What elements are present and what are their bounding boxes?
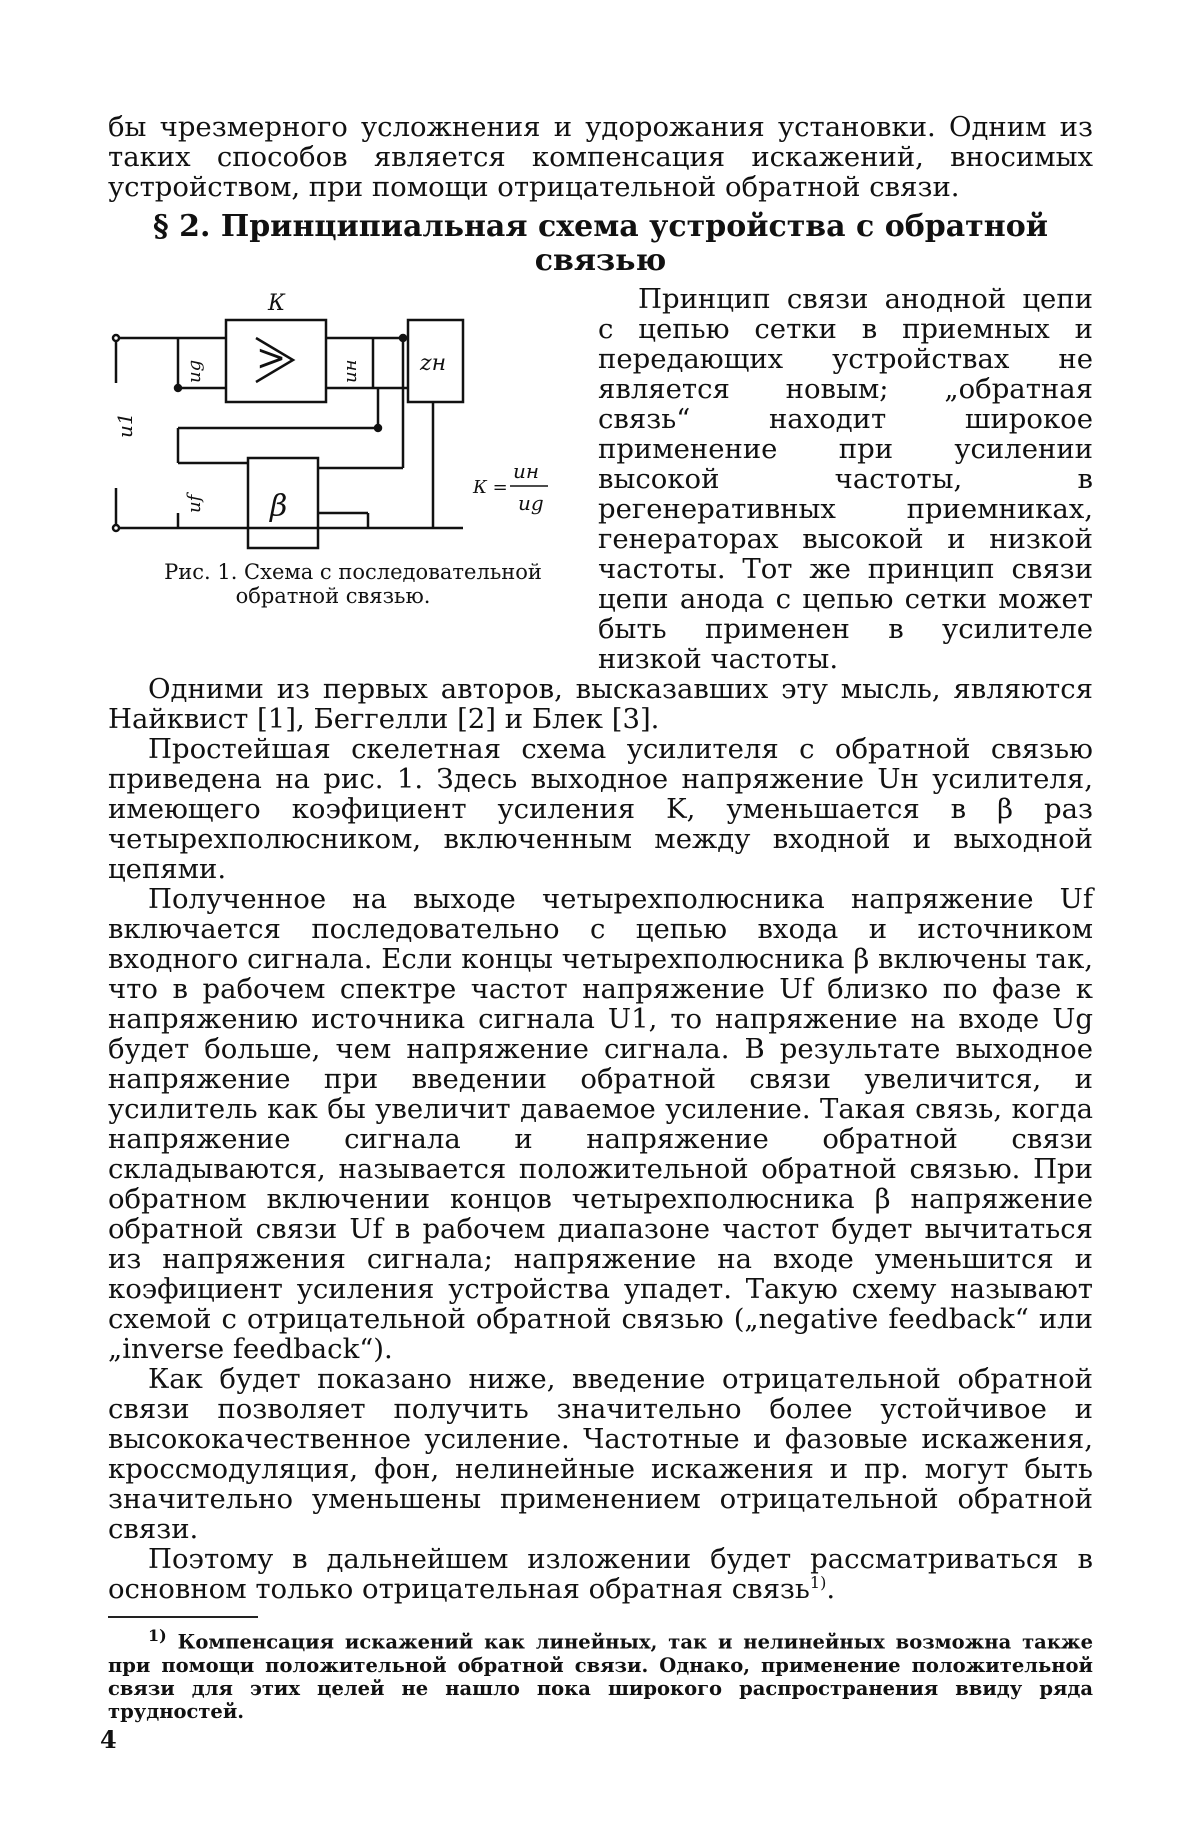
input-terminal-bottom [113,525,119,531]
paragraph-5: Как будет показано ниже, введение отрицательной обратной связи позволяет получить значительно более устойчивое и высококачественное усиление. Частотные и фазовые искажения, кроссмодуляция, фон, нелинейные искажения и пр. могут быть значительно уменьшены применением отрицательной обратной связи. [108,1363,1093,1545]
paragraph-6-end: . [826,1573,836,1605]
input-terminal-top [113,335,119,341]
label-ug: ug [184,359,205,383]
circuit-diagram [108,288,578,558]
paragraph-4: Полученное на выходе четырехполюсника напряжение Uf включается последовательно с цепью входа и источником входного сигнала. Если концы четырехполюсника β включены так, что в рабочем спектре частот напряжение Uf близко по фазе к напряжению источника сигнала U1, то напряжение на входе Ug будет больше, чем напряжение сигнала. В результате выходное напряжение при введении обратной связи увеличится, и усилитель как бы увеличит даваемое усиление. Такая связь, когда напряжение сигнала и напряжение обратной связи складываются, называется положительной обратной связью. При обратном включении концов четырехполюсника β напряжение обратной связи Uf в рабочем диапазоне частот будет вычитаться из напряжения сигнала; напряжение на входе уменьшится и коэфициент усиления устройства упадет. Такую схему называют схемой с отрицательной обратной связью („negative feedback“ или „inverse feedback“). [108,883,1093,1365]
label-z: zн [420,351,447,376]
footnote [108,1624,1093,1723]
label-beta: β [270,489,288,524]
footnote-ref: 1) [809,1572,827,1592]
paragraph-3: Простейшая скелетная схема усилителя с обратной связью приведена на рис. 1. Здесь выходное напряжение Uн усилителя, имеющего коэфициент усиления K, уменьшается в β раз четырехполюсником, включенным между входной и выходной цепями. [108,733,1093,885]
label-u1: u1 [113,412,137,438]
paragraph-2: Одними из первых авторов, высказавших эту мысль, являются Найквист [1], Беггелли [2] и Блек [3]. [108,673,1093,735]
paragraph-1 [108,284,1093,674]
paragraph-6-text: Поэтому в дальнейшем изложении будет рассматриваться в основном только отрицательная обратная связь [108,1543,1093,1605]
section-heading: § 2. Принципиальная схема устройства с обратной связью [152,209,1048,278]
label-k: К [268,291,286,316]
page-content [108,112,1093,1723]
footnote-mark: 1) [148,1626,167,1645]
page-number: 4 [100,1725,117,1754]
formula-den: ug [518,491,544,515]
formula-num: uн [513,459,540,483]
label-un: uн [340,359,361,383]
label-amp: > [256,338,287,379]
label-uf: uf [184,494,205,513]
paragraph-intro: бы чрезмерного усложнения и удорожания установки. Одним из таких способов является компенсация искажений, вносимых устройством, при помощи отрицательной обратной связи. [108,111,1093,203]
footnote-text: Компенсация искажений как линейных, так и нелинейных возможна также при помощи положительной обратной связи. Однако, применение положительной связи для этих целей не нашло пока широкого распространения ввиду ряда трудностей. [108,1630,1093,1723]
paragraph-6 [108,1544,1093,1604]
figure-caption: Рис. 1. Схема с последовательной обратной связью. [164,560,542,608]
figure [108,288,578,658]
formula-lhs: К = [473,477,508,498]
footnote-rule [108,1616,258,1618]
paragraph-1-text: Принцип связи анодной цепи с цепью сетки в приемных и передающих устройствах не является новым; „обратная связь“ находит широкое применение при усилении высокой частоты, в регенеративных приемниках, генераторах высокой и низкой частоты. Тот же принцип связи цепи анода с цепью сетки может быть применен в усилителе низкой частоты. [598,283,1093,675]
